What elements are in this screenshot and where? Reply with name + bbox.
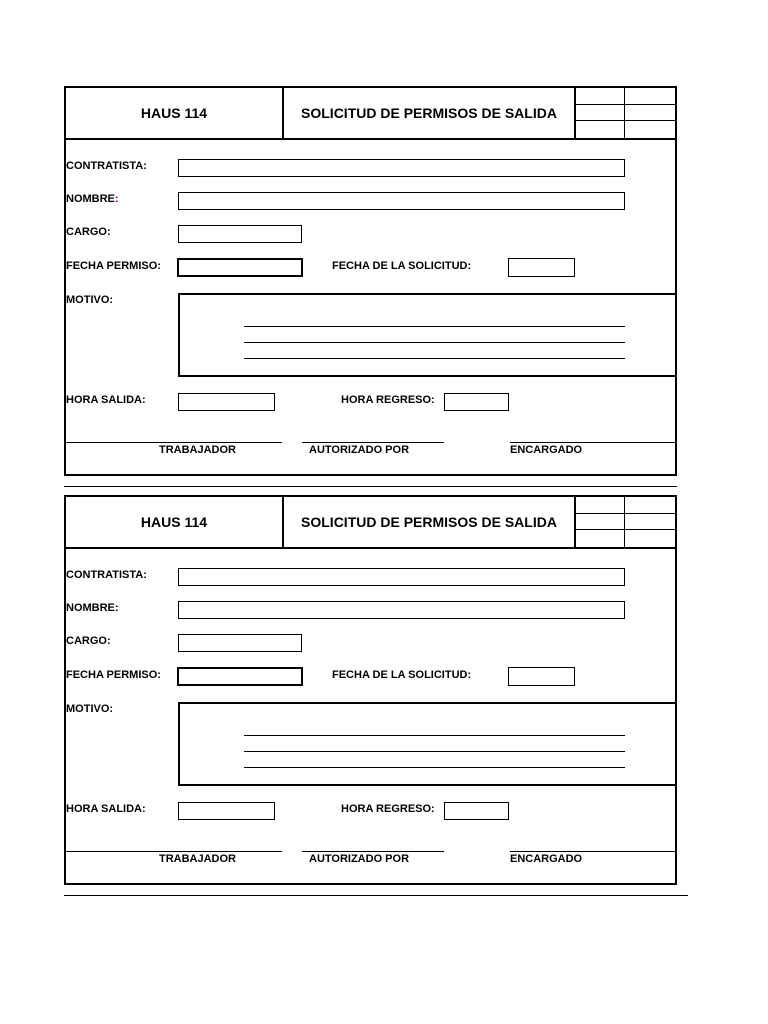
control-cell[interactable]	[625, 105, 677, 121]
separator-line	[64, 486, 677, 487]
encargado-signature-line[interactable]	[510, 851, 677, 852]
permit-form-1	[64, 86, 677, 476]
motivo-field[interactable]	[178, 293, 677, 377]
motivo-line	[244, 735, 625, 736]
hora-regreso-field[interactable]	[444, 393, 509, 411]
control-grid	[575, 88, 677, 138]
cargo-field[interactable]	[178, 634, 302, 652]
trabajador-signature-line[interactable]	[66, 442, 282, 443]
fecha-solicitud-label: FECHA DE LA SOLICITUD:	[332, 669, 472, 681]
form-title: SOLICITUD DE PERMISOS DE SALIDA	[284, 497, 576, 547]
motivo-line	[244, 342, 625, 343]
nombre-label	[66, 602, 119, 614]
cargo-label: CARGO:	[66, 635, 111, 647]
fecha-solicitud-field[interactable]	[508, 667, 575, 686]
contratista-field[interactable]	[178, 568, 625, 586]
nombre-field[interactable]	[178, 601, 625, 619]
trabajador-label: TRABAJADOR	[159, 853, 236, 865]
hora-salida-field[interactable]	[178, 393, 275, 411]
nombre-label	[66, 193, 119, 205]
motivo-line	[244, 358, 625, 359]
fecha-permiso-field[interactable]	[177, 258, 303, 277]
hora-salida-field[interactable]	[178, 802, 275, 820]
permit-form-2	[64, 495, 677, 885]
cargo-label: CARGO:	[66, 226, 111, 238]
control-cell[interactable]	[625, 497, 677, 514]
hora-salida-label: HORA SALIDA:	[66, 803, 146, 815]
nombre-label-text: NOMBRE	[66, 193, 115, 205]
form-title: SOLICITUD DE PERMISOS DE SALIDA	[284, 88, 576, 138]
motivo-label: MOTIVO:	[66, 703, 114, 715]
contratista-label: CONTRATISTA:	[66, 569, 147, 581]
encargado-label: ENCARGADO	[510, 444, 583, 456]
contratista-label: CONTRATISTA:	[66, 160, 147, 172]
nombre-label-colon: :	[114, 193, 119, 205]
fecha-permiso-label: FECHA PERMISO:	[66, 260, 161, 272]
encargado-signature-line[interactable]	[510, 442, 677, 443]
hora-regreso-field[interactable]	[444, 802, 509, 820]
form-header	[66, 497, 675, 549]
motivo-label: MOTIVO:	[66, 294, 114, 306]
control-cell[interactable]	[625, 514, 677, 530]
nombre-label-colon: :	[114, 602, 119, 614]
motivo-line	[244, 326, 625, 327]
control-cell[interactable]	[625, 88, 677, 105]
motivo-field[interactable]	[178, 702, 677, 786]
control-cell[interactable]	[575, 497, 625, 514]
cargo-field[interactable]	[178, 225, 302, 243]
bottom-separator-line	[64, 895, 688, 896]
control-grid	[575, 497, 677, 547]
company-name: HAUS 114	[66, 88, 284, 138]
encargado-label: ENCARGADO	[510, 853, 583, 865]
autorizado-label: AUTORIZADO POR	[309, 444, 410, 456]
control-cell[interactable]	[575, 530, 625, 547]
fecha-permiso-field[interactable]	[177, 667, 303, 686]
control-cell[interactable]	[625, 121, 677, 138]
fecha-solicitud-label: FECHA DE LA SOLICITUD:	[332, 260, 472, 272]
fecha-permiso-label: FECHA PERMISO:	[66, 669, 161, 681]
motivo-line	[244, 751, 625, 752]
nombre-label-text: NOMBRE	[66, 602, 115, 614]
control-cell[interactable]	[575, 514, 625, 530]
control-cell[interactable]	[575, 88, 625, 105]
autorizado-signature-line[interactable]	[302, 442, 444, 443]
form-header	[66, 88, 675, 140]
company-name: HAUS 114	[66, 497, 284, 547]
control-cell[interactable]	[575, 121, 625, 138]
control-cell[interactable]	[625, 530, 677, 547]
trabajador-label: TRABAJADOR	[159, 444, 236, 456]
hora-salida-label: HORA SALIDA:	[66, 394, 146, 406]
trabajador-signature-line[interactable]	[66, 851, 282, 852]
autorizado-label: AUTORIZADO POR	[309, 853, 410, 865]
control-cell[interactable]	[575, 105, 625, 121]
nombre-field[interactable]	[178, 192, 625, 210]
contratista-field[interactable]	[178, 159, 625, 177]
motivo-line	[244, 767, 625, 768]
hora-regreso-label: HORA REGRESO:	[341, 803, 435, 815]
autorizado-signature-line[interactable]	[302, 851, 444, 852]
fecha-solicitud-field[interactable]	[508, 258, 575, 277]
hora-regreso-label: HORA REGRESO:	[341, 394, 435, 406]
